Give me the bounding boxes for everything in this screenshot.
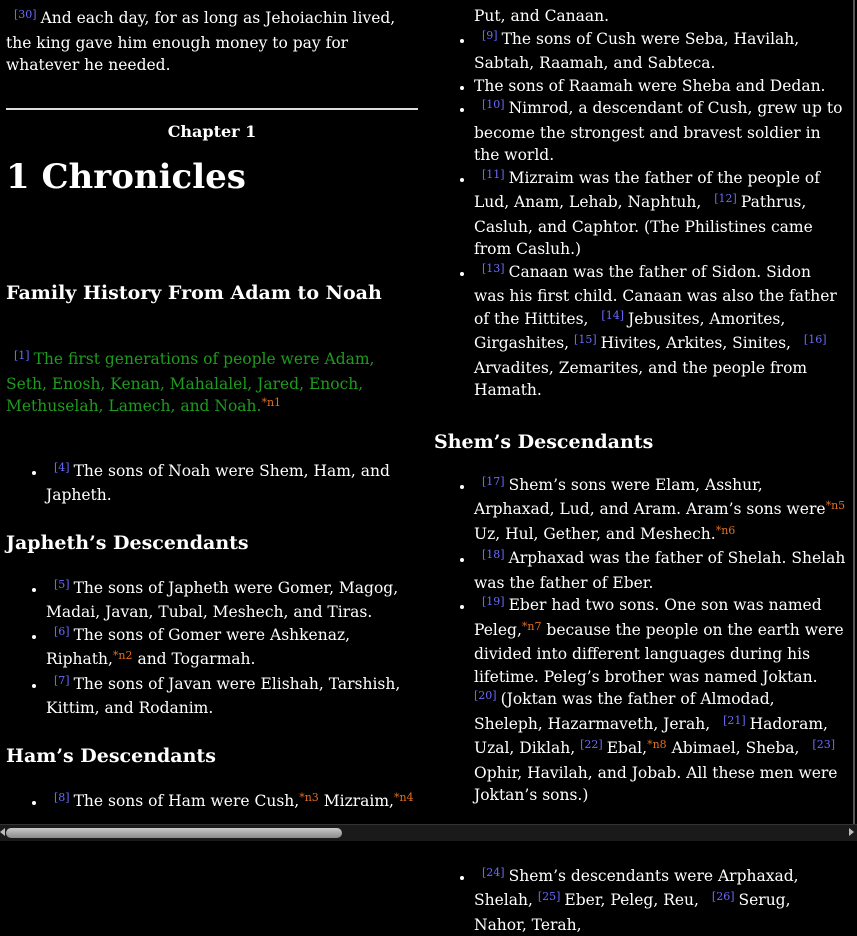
verse-text: Put, and Canaan. <box>474 7 609 25</box>
verse-number[interactable]: [12] <box>706 188 737 211</box>
section-heading-japheth: Japheth’s Descendants <box>6 531 418 555</box>
footnote-link[interactable]: *n8 <box>647 738 667 751</box>
list-item <box>474 865 846 936</box>
verse-number[interactable]: [6] <box>46 621 70 644</box>
verse-list <box>434 474 846 807</box>
verse-number[interactable]: [11] <box>474 164 505 187</box>
list-item <box>474 594 846 807</box>
verse-number[interactable]: [15] <box>574 329 597 352</box>
list-item <box>474 547 846 594</box>
verse-text: Shem’s descendants were Arphaxad, Shelah, <box>474 867 799 910</box>
verse-number[interactable]: [26] <box>704 886 735 909</box>
list-item <box>46 673 418 720</box>
verse-number[interactable]: [16] <box>796 329 827 352</box>
list-item <box>474 261 846 402</box>
verse-1 <box>6 348 418 420</box>
verse-text: Eber, Peleg, Reu, <box>564 891 699 909</box>
verse-number[interactable]: [21] <box>715 710 746 733</box>
verse-text: Uz, Hul, Gether, and Meshech. <box>474 525 716 543</box>
verse-text: And each day, for as long as Jehoiachin lived, the king gave him enough money to pay for whatever he needed. <box>6 9 395 74</box>
verse-number[interactable]: [25] <box>538 886 561 909</box>
verse-list <box>6 577 418 720</box>
list-item <box>474 97 846 167</box>
verse-text: Mizraim, <box>324 792 394 810</box>
verse-number[interactable]: [13] <box>474 258 505 281</box>
verse-list <box>6 460 418 507</box>
verse-text: Serug, Nahor, Terah, <box>474 891 791 934</box>
footnote-link[interactable]: *n7 <box>522 620 542 633</box>
verse-text: The sons of Japheth were Gomer, Magog, Madai, Javan, Tubal, Meshech, and Tiras. <box>46 579 398 622</box>
verse-text: Eber had two sons. One son was named Peleg, <box>474 596 822 639</box>
list-item <box>474 167 846 261</box>
list-item <box>474 28 846 75</box>
scrollbar-thumb[interactable] <box>6 828 342 838</box>
verse-number[interactable]: [17] <box>474 471 505 494</box>
verse-number[interactable]: [18] <box>474 544 505 567</box>
verse-text: Ebal, <box>607 739 647 757</box>
scroll-right-arrow-icon[interactable] <box>849 828 854 836</box>
list-item <box>46 624 418 673</box>
verse-number[interactable]: [22] <box>580 734 603 757</box>
verse-text: The sons of Javan were Elishah, Tarshish, Kittim, and Rodanim. <box>46 675 400 718</box>
verse-text: Canaan was the father of Sidon. Sidon was his first child. Canaan was also the father of the Hittites, <box>474 263 837 328</box>
verse-text: Arphaxad was the father of Shelah. Shelah was the father of Eber. <box>474 549 845 592</box>
section-heading-shem: Shem’s Descendants <box>434 430 846 454</box>
verse-number[interactable]: [9] <box>474 25 498 48</box>
section-heading-adam-noah: Family History From Adam to Noah <box>6 281 418 305</box>
verse-list <box>6 790 418 815</box>
verse-number[interactable]: [10] <box>474 94 505 117</box>
verse-text: The sons of Gomer were Ashkenaz, Riphath, <box>46 626 350 669</box>
verse-text: Hadoram, Uzal, Diklah, <box>474 715 828 758</box>
verse-text: Shem’s sons were Elam, Asshur, Arphaxad, Lud, and Aram. Aram’s sons were <box>474 476 826 519</box>
list-item <box>46 460 418 507</box>
verse-text: Abimael, Sheba, <box>672 739 800 757</box>
verse-number[interactable]: [30] <box>6 4 37 27</box>
verse-text: Pathrus, Casluh, and Caphtor. (The Philistines came from Casluh.) <box>474 193 813 258</box>
book-title: 1 Chronicles <box>6 157 418 197</box>
list-item-continued <box>474 5 846 28</box>
verse-number[interactable]: [20] <box>474 685 497 708</box>
verse-text: Jebusites, Amorites, Girgashites, <box>474 310 785 353</box>
list-item <box>46 790 418 815</box>
right-column <box>434 5 846 936</box>
verse-list <box>434 5 846 402</box>
list-item <box>46 577 418 624</box>
verse-text: The sons of Raamah were Sheba and Dedan. <box>474 77 825 95</box>
section-heading-ham: Ham’s Descendants <box>6 744 418 768</box>
horizontal-scrollbar[interactable] <box>0 824 857 841</box>
verse-text: and Togarmah. <box>137 650 255 668</box>
verse-text: The sons of Ham were Cush, <box>74 792 300 810</box>
verse-number[interactable]: [23] <box>804 734 835 757</box>
footnote-link[interactable]: *n1 <box>261 396 281 409</box>
footnote-link[interactable]: *n6 <box>716 524 736 537</box>
verse-text: (Joktan was the father of Almodad, Sheleph, Hazarmaveth, Jerah, <box>474 690 775 733</box>
verse-number[interactable]: [14] <box>593 305 624 328</box>
footnote-link[interactable]: *n2 <box>113 649 133 662</box>
list-item <box>474 75 846 98</box>
verse-number[interactable]: [7] <box>46 670 70 693</box>
verse-text: The sons of Cush were Seba, Havilah, Sabtah, Raamah, and Sabteca. <box>474 30 799 73</box>
left-column <box>6 7 418 814</box>
verse-text: The sons of Noah were Shem, Ham, and Japheth. <box>46 462 390 505</box>
verse-list <box>434 865 846 936</box>
verse-text: Arvadites, Zemarites, and the people from Hamath. <box>474 359 807 400</box>
scroll-left-arrow-icon[interactable] <box>0 828 5 836</box>
verse-number[interactable]: [19] <box>474 591 505 614</box>
verse-text: Ophir, Havilah, and Jobab. All these men were Joktan’s sons.) <box>474 764 837 805</box>
verse-number[interactable]: [8] <box>46 787 70 810</box>
verse-text: The first generations of people were Adam, Seth, Enosh, Kenan, Mahalalel, Jared, Enoch, Methuselah, Lamech, and Noah. <box>6 350 375 415</box>
verse-number[interactable]: [24] <box>474 862 505 885</box>
verse-number[interactable]: [1] <box>6 345 30 368</box>
list-item <box>474 474 846 548</box>
verse-text: Mizraim was the father of the people of Lud, Anam, Lehab, Naphtuh, <box>474 169 820 212</box>
verse-number[interactable]: [5] <box>46 574 70 597</box>
verse-text: Hivites, Arkites, Sinites, <box>601 334 791 352</box>
footnote-link[interactable]: *n4 <box>394 791 414 804</box>
verse-text: because the people on the earth were divided into different languages during his lifetime. Peleg’s brother was named Joktan. <box>474 621 844 686</box>
chapter-label: Chapter 1 <box>6 121 418 144</box>
verse-text: Nimrod, a descendant of Cush, grew up to become the strongest and bravest soldier in the world. <box>474 99 842 164</box>
chapter-divider <box>6 108 418 110</box>
footnote-link[interactable]: *n3 <box>299 791 319 804</box>
footnote-link[interactable]: *n5 <box>826 499 846 512</box>
verse-number[interactable]: [4] <box>46 457 70 480</box>
verse-30 <box>6 7 418 77</box>
